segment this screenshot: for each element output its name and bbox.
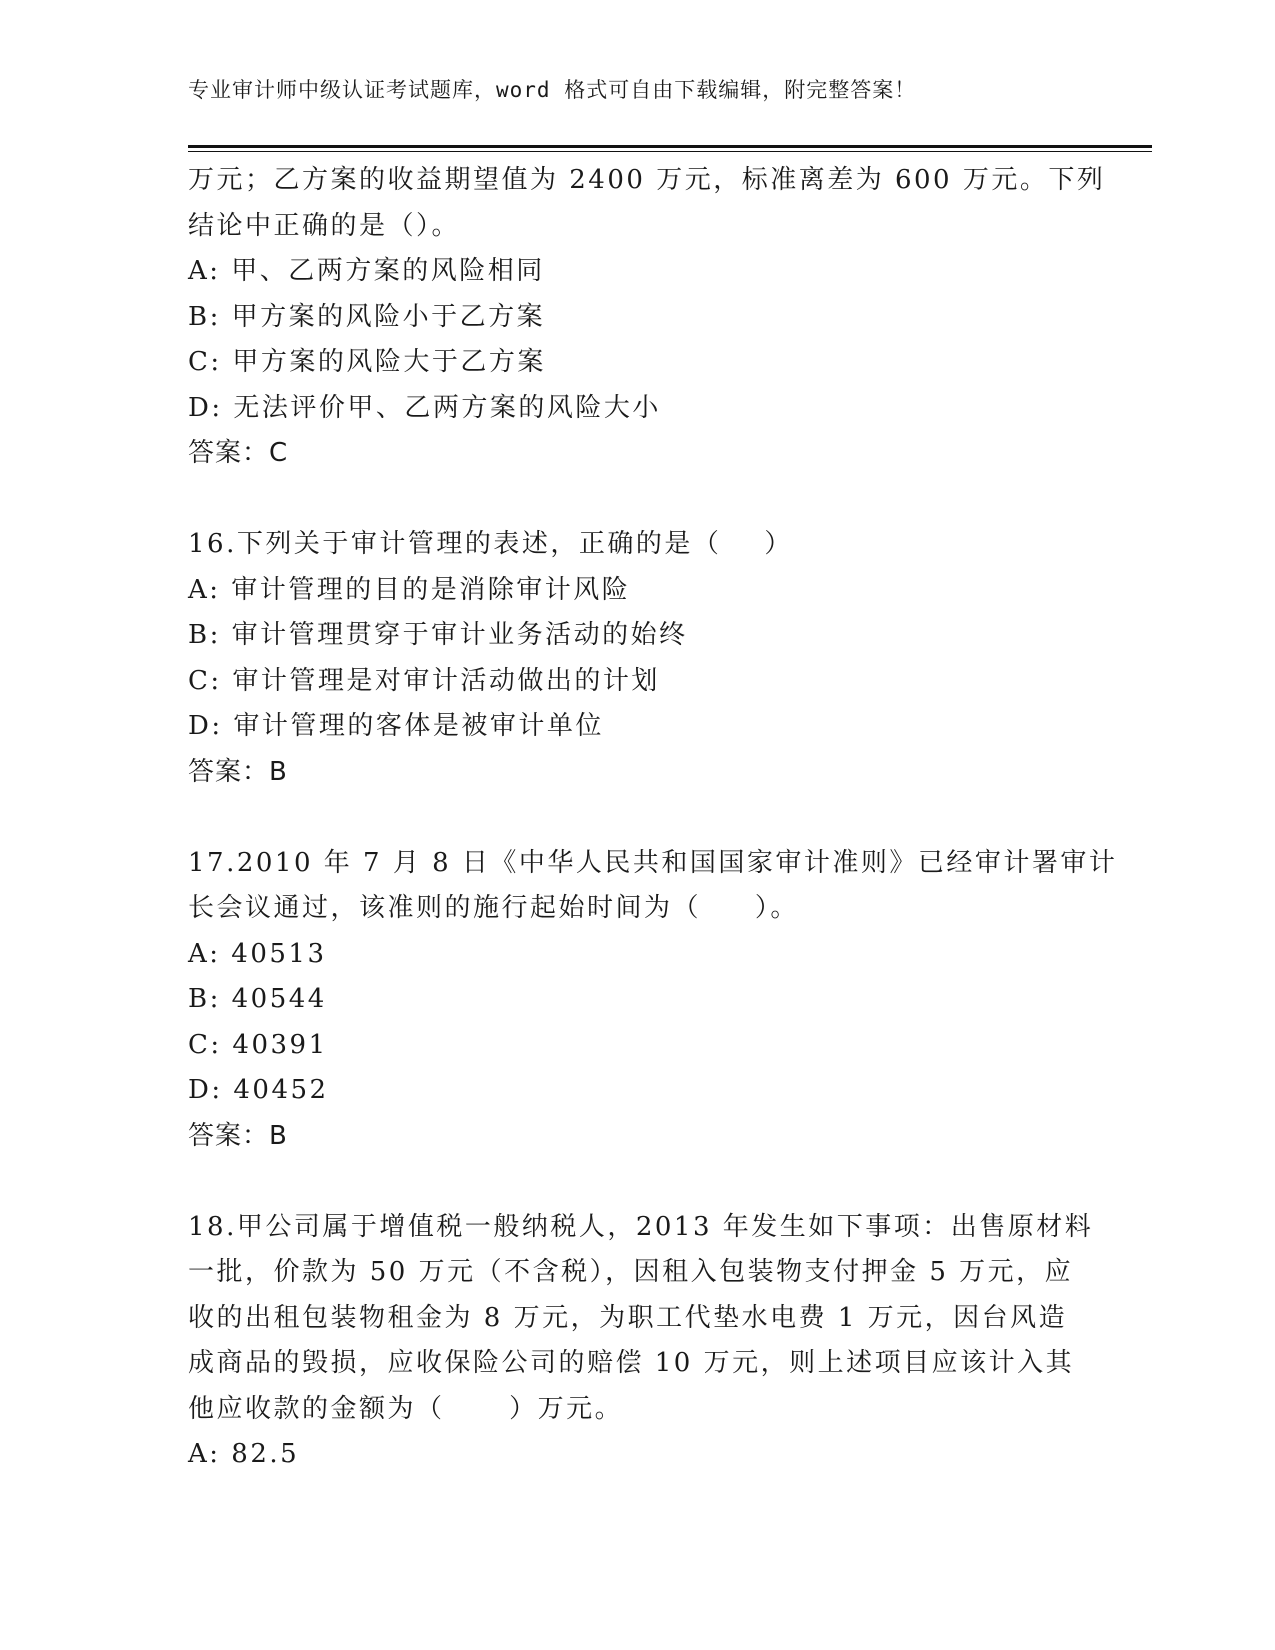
question-text-line: 收的出租包装物租金为 8 万元，为职工代垫水电费 1 万元，因台风造 [188,1302,1068,1333]
question-text-line: 成商品的毁损，应收保险公司的赔偿 10 万元，则上述项目应该计入其 [188,1348,1075,1378]
question-text-line: 16.下列关于审计管理的表述，正确的是（ ） [188,529,793,559]
header-rule-thick [188,145,1152,148]
spacer [188,1159,1088,1205]
question-18 [188,1205,1094,1478]
header-rule-thin [188,151,1152,152]
option-a: A: 40513 [188,938,327,969]
option-b: B: 甲方案的风险小于乙方案 [188,301,546,332]
question-text-line: 长会议通过，该准则的施行起始时间为（ ）。 [188,893,799,923]
option-a: A: 甲、乙两方案的风险相同 [188,256,545,286]
question-text-line: 一批，价款为 50 万元（不含税），因租入包装物支付押金 5 万元，应 [188,1257,1074,1287]
answer-line: 答案：B [188,756,288,787]
option-c: C: 甲方案的风险大于乙方案 [188,347,546,377]
answer-line: 答案：B [188,1120,288,1151]
option-d: D: 审计管理的客体是被审计单位 [188,711,604,741]
option-d: D: 40452 [188,1075,329,1105]
spacer [188,795,1088,841]
question-text-line: 他应收款的金额为（ ）万元。 [188,1393,624,1424]
question-17 [188,841,1118,1160]
option-c: C: 审计管理是对审计活动做出的计划 [188,665,660,696]
option-b: B: 审计管理贯穿于审计业务活动的始终 [188,620,688,650]
question-text-line: 万元；乙方案的收益期望值为 2400 万元，标准离差为 600 万元。下列 [188,165,1106,195]
option-d: D: 无法评价甲、乙两方案的风险大小 [188,392,661,423]
option-a: A: 审计管理的目的是消除审计风险 [188,574,631,605]
option-a: A: 82.5 [188,1439,300,1469]
content-body [188,158,1118,1478]
spacer [188,477,1088,523]
answer-line: 答案：C [188,438,289,468]
question-continuation [188,158,1106,477]
page-header: 专业审计师中级认证考试题库，word 格式可自由下载编辑，附完整答案！ [188,78,917,102]
option-c: C: 40391 [188,1029,328,1060]
question-16 [188,522,1088,795]
option-b: B: 40544 [188,984,327,1014]
question-text-line: 结论中正确的是（）。 [188,210,461,241]
question-text-line: 18.甲公司属于增值税一般纳税人，2013 年发生如下事项：出售原材料 [188,1211,1094,1242]
question-text-line: 17.2010 年 7 月 8 日《中华人民共和国国家审计准则》已经审计署审计 [188,847,1118,878]
